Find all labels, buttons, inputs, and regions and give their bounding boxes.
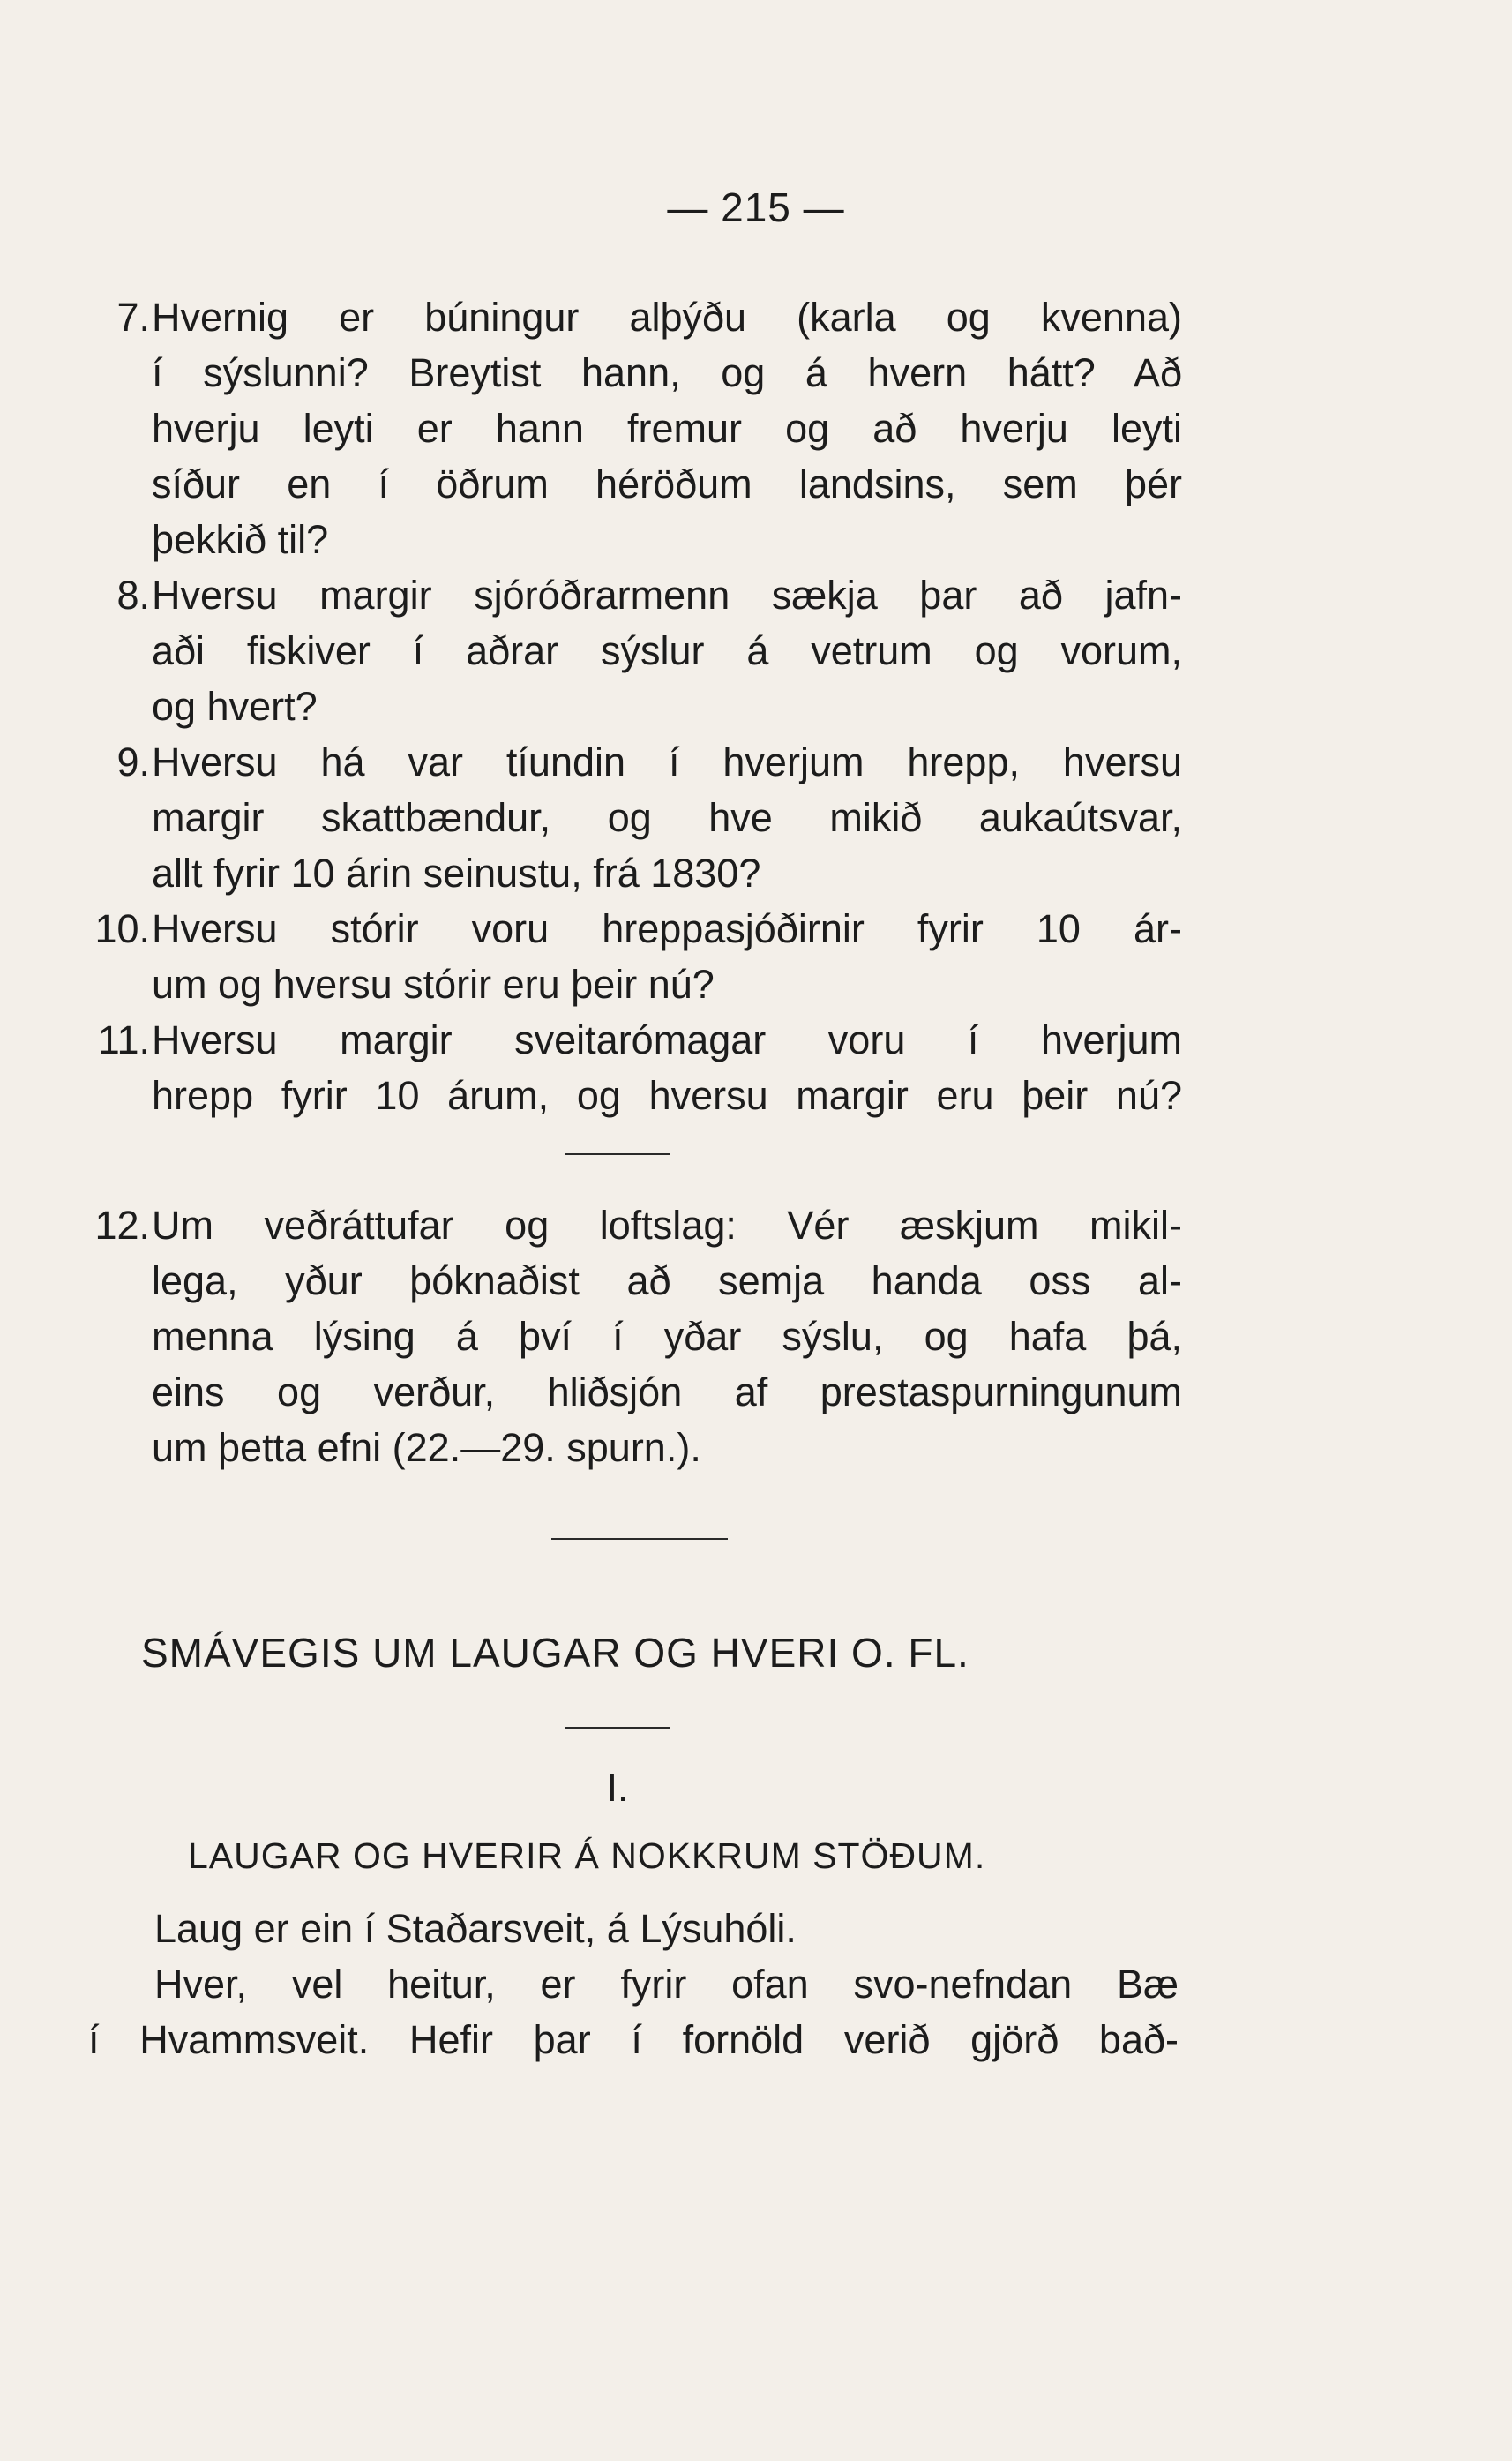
text-line: í Hvammsveit. Hefir þar í fornöld verið gjörð bað- <box>88 2017 1179 2062</box>
question-text <box>152 567 1182 734</box>
text-line: Um veðráttufar og loftslag: Vér æskjum mikil- <box>152 1203 1182 1248</box>
text-line: um og hversu stórir eru þeir nú? <box>152 962 715 1007</box>
text-line: eins og verður, hliðsjón af prestaspurningunum <box>152 1369 1182 1414</box>
divider-rule <box>565 1153 670 1155</box>
text-line: allt fyrir 10 árin seinustu, frá 1830? <box>152 851 761 896</box>
question-text <box>152 289 1182 567</box>
question-text <box>152 1197 1182 1475</box>
question-number: 9. <box>116 739 150 784</box>
text-line: Hvernig er búningur alþýðu (karla og kvenna) <box>152 295 1182 340</box>
question-12 <box>71 1197 1182 1475</box>
text-line: í sýslunni? Breytist hann, og á hvern hátt? Að <box>152 350 1182 395</box>
text-line: Hversu margir sveitarómagar voru í hverjum <box>152 1017 1182 1062</box>
text-line: menna lýsing á því í yðar sýslu, og hafa þá, <box>152 1314 1182 1359</box>
paragraph <box>154 1956 1179 2012</box>
section-roman-numeral: I. <box>606 1767 629 1810</box>
page-number: — 215 — <box>667 184 845 230</box>
question-number: 7. <box>116 295 150 340</box>
text-line: margir skattbændur, og hve mikið aukaútsvar, <box>152 795 1182 840</box>
question-text <box>152 734 1182 901</box>
text-line: og hvert? <box>152 684 318 729</box>
text-line: um þetta efni (22.—29. spurn.). <box>152 1425 701 1470</box>
question-10 <box>71 901 1182 1012</box>
text-line: Laug er ein í Staðarsveit, á Lýsuhóli. <box>154 1906 797 1951</box>
question-text <box>152 901 1182 1012</box>
question-number: 11. <box>97 1017 150 1062</box>
text-line: aði fiskiver í aðrar sýslur á vetrum og vorum, <box>152 628 1182 673</box>
question-9 <box>71 734 1182 901</box>
text-line: síður en í öðrum héröðum landsins, sem þér <box>152 461 1182 506</box>
divider-rule <box>551 1538 728 1540</box>
section-subtitle: LAUGAR OG HVERIR Á NOKKRUM STÖÐUM. <box>188 1835 986 1876</box>
question-number: 12. <box>94 1203 150 1248</box>
text-line: Hver, vel heitur, er fyrir ofan svo-nefndan Bæ <box>154 1962 1179 2007</box>
question-text <box>152 1012 1182 1123</box>
text-line: Hversu stórir voru hreppasjóðirnir fyrir 10 ár- <box>152 906 1182 951</box>
paragraph <box>88 2012 1179 2067</box>
question-11 <box>71 1012 1182 1123</box>
text-line: Hversu há var tíundin í hverjum hrepp, hversu <box>152 739 1182 784</box>
text-line: hverju leyti er hann fremur og að hverju leyti <box>152 406 1182 451</box>
text-line: hrepp fyrir 10 árum, og hversu margir eru þeir nú? <box>152 1073 1182 1118</box>
question-8 <box>71 567 1182 734</box>
question-number: 8. <box>116 573 150 618</box>
text-line: lega, yður þóknaðist að semja handa oss al- <box>152 1258 1182 1303</box>
question-7 <box>71 289 1182 567</box>
paragraph <box>154 1901 948 1956</box>
text-line: Hversu margir sjóróðrarmenn sækja þar að jafn- <box>152 573 1182 618</box>
question-number: 10. <box>94 906 150 951</box>
divider-rule <box>565 1727 670 1729</box>
section-title: SMÁVEGIS UM LAUGAR OG HVERI O. FL. <box>141 1630 969 1676</box>
text-line: þekkið til? <box>152 517 329 562</box>
